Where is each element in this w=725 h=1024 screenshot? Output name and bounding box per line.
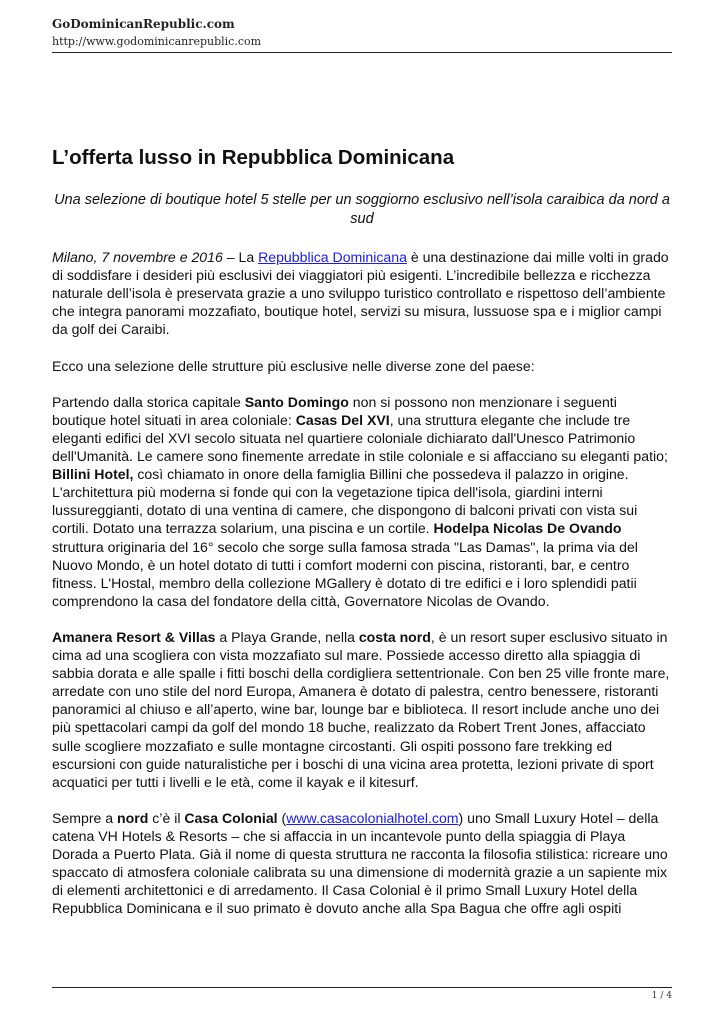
- bold-billini-hotel: Billini Hotel,: [52, 466, 134, 483]
- article-title: L’offerta lusso in Repubblica Dominicana: [52, 146, 455, 169]
- bold-costa-nord: costa nord: [358, 628, 431, 645]
- header-divider: [52, 52, 672, 53]
- paragraph-intro: Milano, 7 novembre e 2016 – La Repubblica Dominicana è una destinazione dai mille volti in grado di soddisfare i desideri più esclusivi dei viaggiatori più esigenti. L’incredibile bellezza e ricchezza naturale dell’isola è preservata grazie a uno sviluppo turistico controllato e rispettoso dell’ambiente che integra panorami mozzafiato, boutique hotel, servizi su misura, lussuose spa e i miglior campi da golf dei Caraibi.: [52, 249, 669, 338]
- site-url: http://www.godominicanrepublic.com: [52, 35, 262, 48]
- paragraph-amanera: Amanera Resort & Villas a Playa Grande, nella costa nord, è un resort super esclusivo situato in cima ad una scogliera con vista mozzafiato sul mare. Possiede accesso diretto alla spiaggia di sabbia dorata e alle spalle i fitti boschi della cordigliera settentrionale. Con ben 25 ville fronte mare, arredate con uno stile del nord Europa, Amanera è dotato di palestra, centro benessere, ristoranti panoramici al chiuso e all’aperto, wine bar, lounge bar e biblioteca. Il resort include anche uno dei più spettacolari campi da golf del mondo 18 buche, realizzato da Robert Trent Jones, affacciato sulle scogliere mozzafiato e sulle montagne circostanti. Gli ospiti possono fare trekking ed escursioni con guide naturalistiche per i boschi di una vicina area protetta, lezioni private di sport acquatici per tutti i livelli e le età, come il kayak e il kitesurf.: [52, 628, 670, 790]
- paragraph-casa-colonial: Sempre a nord c’è il Casa Colonial (www.casacolonialhotel.com) uno Small Luxury Hotel – della catena VH Hotels & Resorts – che si affaccia in un incantevole punto della spiaggia di Playa Dorada a Puerto Plata. Già il nome di questa struttura ne racconta la filosofia stilistica: ricreare uno spaccato di atmosfera coloniale calibrata su una dimensione di modernità grazie a un sapiente mix di elementi architettonici e di arredamento. Il Casa Colonial è il primo Small Luxury Hotel della Repubblica Dominicana e il suo primato è dovuto anche alla Spa Bagua che offre agli ospiti: [52, 809, 668, 917]
- bold-casas-del-xvi: Casas Del XVI: [295, 411, 390, 428]
- link-casacolonialhotel[interactable]: www.casacolonialhotel.com: [286, 809, 459, 826]
- paragraph-santo-domingo: Partendo dalla storica capitale Santo Domingo non si possono non menzionare i seguenti boutique hotel situati in area coloniale: Casas Del XVI, una struttura elegante che include tre eleganti edifici del XVI secolo situata nel quartiere coloniale dichiarato dall'Unesco Patrimonio dell'Umanità. Le camere sono finemente arredate in stile coloniale e si affacciano su eleganti patio; Billini Hotel, così chiamato in onore della famiglia Billini che possedeva il palazzo in origine. L'architettura più moderna si fonde qui con la vegetazione tipica dell'isola, giardini interni lussureggianti, dotato di una ventina di camere, che dispongono di balconi privati con vista sui cortili. Dotato una terrazza solarium, una piscina e un cortile. Hodelpa Nicolas De Ovando struttura originaria del 16° secolo che sorge sulla famosa strada "Las Damas", la prima via del Nuovo Mondo, è un hotel dotato di tutti i comfort moderni con piscina, ristoranti, bar, e centro fitness. L'Hostal, membro della collezione MGallery è dotato di tre edifici e i loro splendidi patii comprendono la casa del fondatore della città, Governatore Nicolas de Ovando.: [52, 393, 668, 609]
- dateline: Milano, 7 novembre e 2016: [52, 249, 223, 265]
- footer-divider: [52, 987, 672, 988]
- page-number: 1 / 4: [651, 991, 672, 1001]
- paragraph-selection: Ecco una selezione delle strutture più esclusive nelle diverse zone del paese:: [52, 357, 535, 374]
- bold-hodelpa: Hodelpa Nicolas De Ovando: [433, 520, 622, 537]
- bold-santo-domingo: Santo Domingo: [244, 393, 349, 410]
- site-name: GoDominicanRepublic.com: [52, 17, 235, 31]
- bold-amanera: Amanera Resort & Villas: [52, 628, 216, 645]
- link-repubblica-dominicana[interactable]: Repubblica Dominicana: [258, 249, 407, 265]
- article-subtitle: Una selezione di boutique hotel 5 stelle per un soggiorno esclusivo nell’isola caraibica da nord a sud: [54, 192, 670, 227]
- bold-casa-colonial: Casa Colonial: [184, 809, 278, 826]
- bold-nord: nord: [117, 809, 149, 826]
- article-body: [52, 248, 674, 936]
